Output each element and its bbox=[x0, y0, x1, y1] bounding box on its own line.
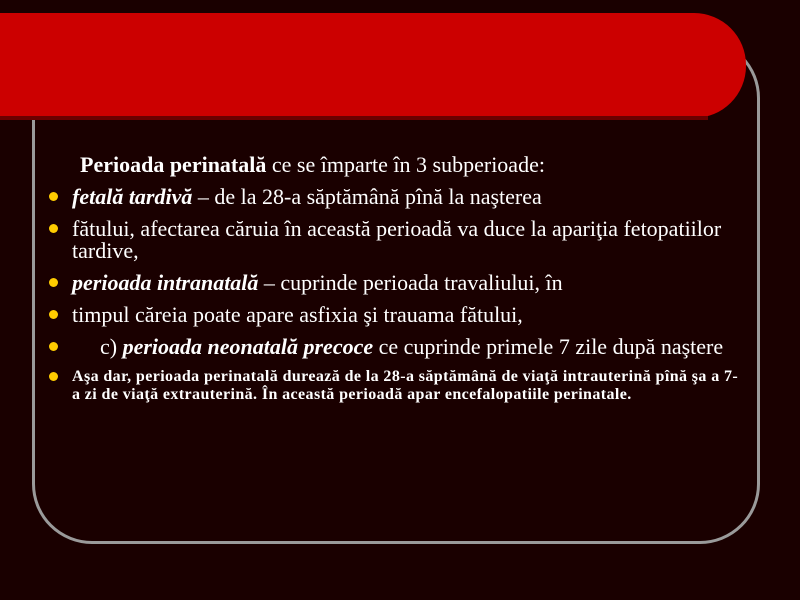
intro-rest: ce se împarte în 3 subperioade: bbox=[266, 152, 545, 177]
bullet-item-summary bbox=[44, 368, 744, 404]
bullet-item bbox=[44, 336, 744, 358]
banner-divider bbox=[0, 116, 708, 120]
bullet-item bbox=[44, 218, 744, 262]
slide-content bbox=[44, 152, 744, 414]
bullet-item bbox=[44, 304, 744, 326]
intro-bold-term: Perioada perinatală bbox=[80, 152, 267, 177]
title-banner bbox=[0, 13, 746, 118]
bullet-text: ce cuprinde primele 7 zile după naştere bbox=[373, 334, 724, 359]
intro-line bbox=[44, 152, 744, 178]
bullet-text: fătului, afectarea căruia în această perioadă va duce la apariţia fetopatiilor tardive, bbox=[72, 216, 722, 263]
bullet-item bbox=[44, 186, 744, 208]
bullet-text: – cuprinde perioada travaliului, în bbox=[258, 270, 563, 295]
bullet-list bbox=[44, 186, 744, 404]
term-perioada-neonatala: perioada neonatală precoce bbox=[122, 334, 374, 359]
bullet-prefix: c) bbox=[100, 334, 123, 359]
bullet-text: – de la 28-a săptămână pînă la naşterea bbox=[192, 184, 542, 209]
bullet-text: timpul căreia poate apare asfixia şi trauama fătului, bbox=[72, 302, 523, 327]
term-fetala-tardiva: fetală tardivă bbox=[72, 184, 193, 209]
summary-text: Aşa dar, perioada perinatală durează de la 28-a săptămână de viaţă intrauterină pînă şa a 7-a zi de viaţă extrauterină. În această perioadă apar encefalopatiile perinatale. bbox=[72, 368, 739, 403]
bullet-item bbox=[44, 272, 744, 294]
term-perioada-intranatala: perioada intranatală bbox=[72, 270, 259, 295]
